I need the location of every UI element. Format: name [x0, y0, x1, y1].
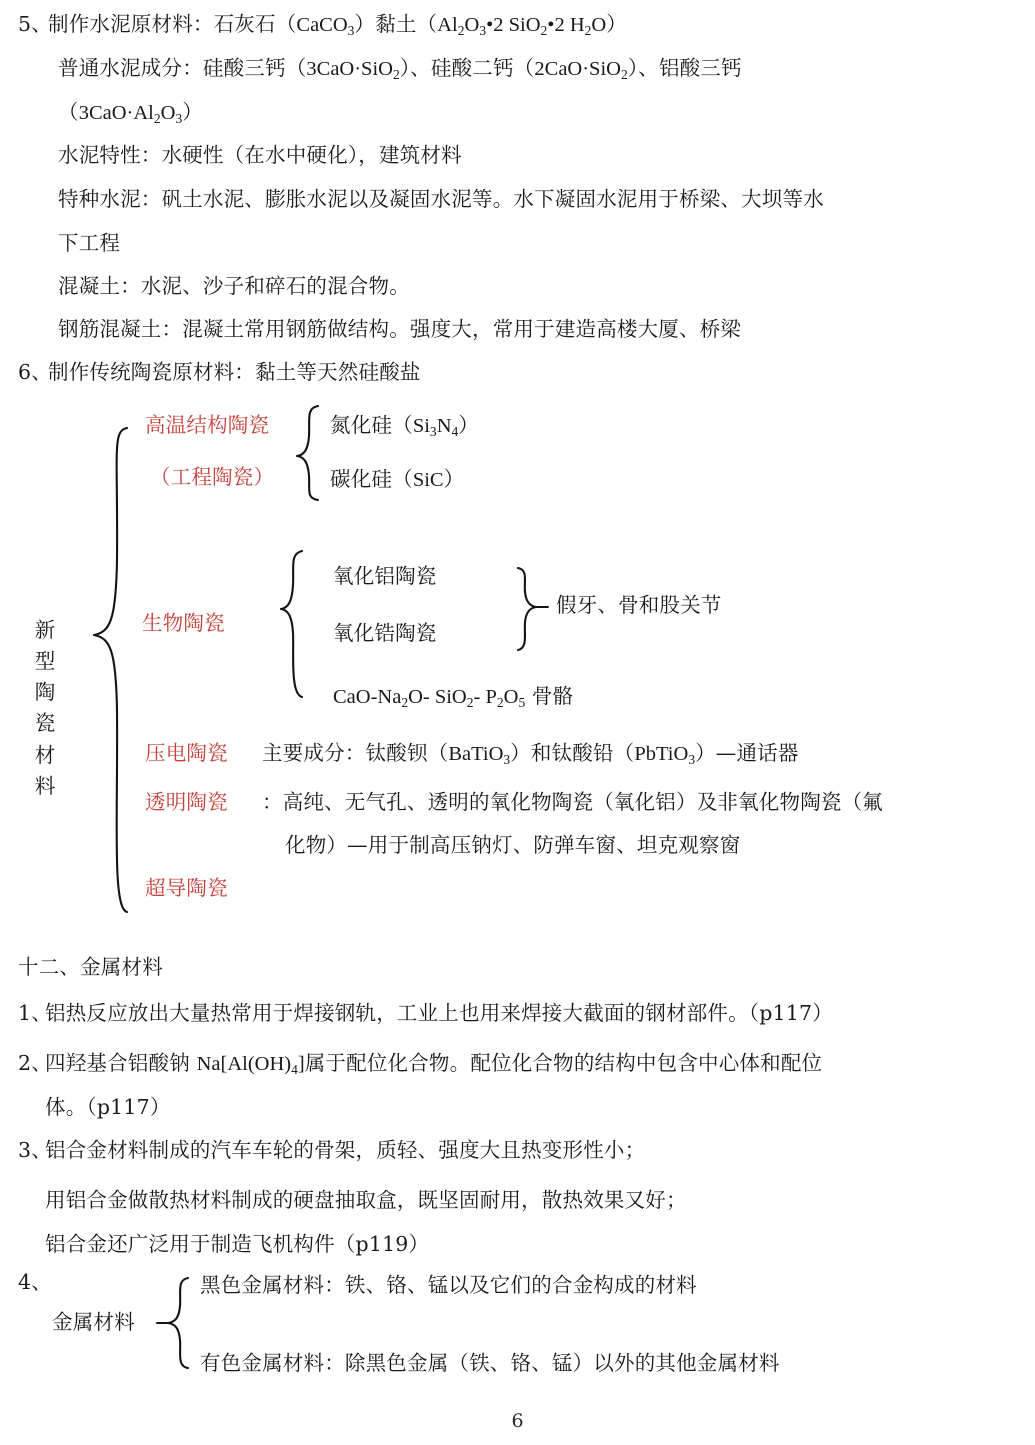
cement-special-line-2: 下工程 [58, 231, 121, 255]
metal-item-3-line-3: 铝合金还广泛用于制造飞机构件（p119） [45, 1232, 430, 1256]
transparent-text-line-2: 化物）—用于制高压钠灯、防弹车窗、坦克观察窗 [285, 833, 741, 857]
branch-label-transparent: 透明陶瓷 [145, 790, 228, 814]
cement-property-line: 水泥特性：水硬性（在水中硬化），建筑材料 [58, 143, 462, 167]
metal-branch-ferrous: 黑色金属材料：铁、铬、锰以及它们的合金构成的材料 [200, 1273, 697, 1297]
bio-extra-formula: CaO-$Na_2O-$ SiO$_2$- $P_2O_5$ 骨骼 [333, 684, 574, 710]
branch-label-high-temp-line1: 高温结构陶瓷 [145, 413, 270, 437]
cement-composition-line-1: 普通水泥成分：硅酸三钙（3CaO·SiO$_2$）、硅酸二钙（2CaO·SiO$_2$）、铝酸三钙 [58, 56, 742, 82]
bio-usage: 假牙、骨和股关节 [556, 593, 722, 617]
brace-high-temp [297, 406, 318, 500]
metal-item-1-line-1: 铝热反应放出大量热常用于焊接钢轨，工业上也用来焊接大截面的钢材部件。（p117） [45, 1001, 833, 1025]
metal-branch-nonferrous: 有色金属材料：除黑色金属（铁、铬、锰）以外的其他金属材料 [200, 1351, 780, 1375]
ceramics-heading: 制作传统陶瓷原材料：黏土等天然硅酸盐 [48, 360, 421, 384]
brace-metal [168, 1278, 188, 1368]
page-number: 6 [511, 1410, 524, 1432]
cement-item-number: 5、 [18, 12, 52, 36]
metal-item-2-line-2: 体。（p117） [45, 1095, 171, 1119]
metal-section-heading: 十二、金属材料 [18, 955, 163, 979]
branch-label-superconductive: 超导陶瓷 [145, 876, 228, 900]
cement-reinforced-line: 钢筋混凝土：混凝土常用钢筋做结构。强度大，常用于建造高楼大厦、桥梁 [58, 317, 742, 341]
metal-item-3-line-1: 铝合金材料制成的汽车车轮的骨架，质轻、强度大且热变形性小； [45, 1138, 646, 1162]
metal-item-1-number: 1、 [18, 1001, 52, 1025]
metal-item-4-number: 4、 [18, 1270, 52, 1294]
brace-bio [281, 551, 302, 697]
branch-label-bio: 生物陶瓷 [142, 611, 225, 635]
cement-composition-line-2: $(3CaO\cdot Al_2O_3)$ [58, 100, 203, 126]
metal-item-3-number: 3、 [18, 1138, 52, 1162]
piezo-text: 主要成分：钛酸钡（BaTiO$_3$）和钛酸铅（PbTiO$_3$）—通话器 [262, 741, 799, 767]
metal-item-2-number: 2、 [18, 1051, 52, 1075]
ceramics-item-number: 6、 [18, 360, 52, 384]
metal-item-2-line-1: 四羟基合铝酸钠 $Na[Al(OH)_4]$属于配位化合物。配位化合物的结构中包含中心体和配位 [45, 1051, 823, 1077]
cement-special-line-1: 特种水泥：矾土水泥、膨胀水泥以及凝固水泥等。水下凝固水泥用于桥梁、大坝等水 [58, 187, 824, 211]
high-temp-item-1: 氮化硅$(Si_3N_4)$ [330, 413, 479, 439]
cement-heading: 制作水泥原材料：石灰石（CaCO$_3$）黏土（$Al_2O_3•2$ SiO$_2$•2 $H_2O$） [48, 12, 627, 38]
cement-concrete-line: 混凝土：水泥、沙子和碎石的混合物。 [58, 274, 410, 298]
ceramics-root-label: 新 型 陶 瓷 材 料 [34, 618, 56, 798]
bio-item-2: 氧化锆陶瓷 [333, 621, 437, 645]
branch-label-high-temp-line2: （工程陶瓷） [150, 465, 275, 489]
transparent-text-line-1: ：高纯、无气孔、透明的氧化物陶瓷（氧化铝）及非氧化物陶瓷（氟 [262, 790, 883, 814]
brace-root-ceramics [94, 428, 127, 912]
branch-label-piezo: 压电陶瓷 [145, 741, 228, 765]
brace-bio-usage [518, 568, 536, 650]
metal-item-4-label: 金属材料 [52, 1310, 135, 1334]
high-temp-item-2: 碳化硅（SiC） [330, 467, 465, 491]
metal-item-3-line-2: 用铝合金做散热材料制成的硬盘抽取盒，既坚固耐用，散热效果又好； [45, 1188, 687, 1212]
bio-item-1: 氧化铝陶瓷 [333, 564, 437, 588]
